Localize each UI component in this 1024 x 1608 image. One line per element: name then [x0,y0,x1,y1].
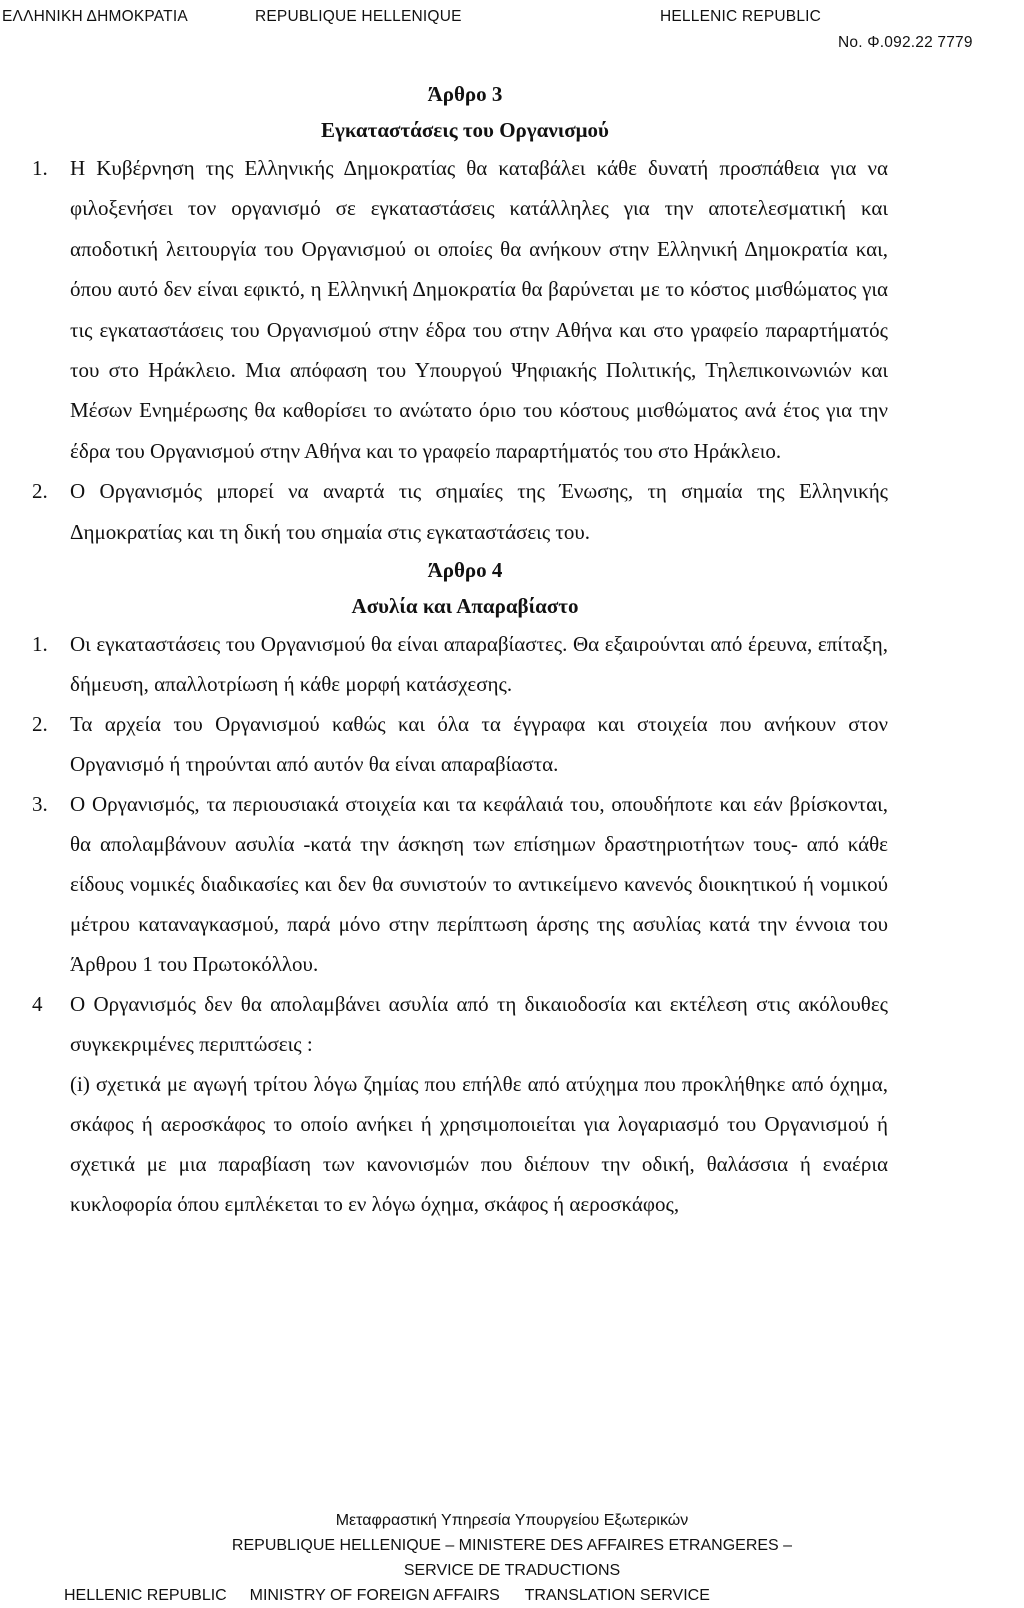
article-3-paragraph-1 [32,148,888,471]
document-body [32,76,888,1224]
paragraph-number: 3. [32,792,48,817]
footer-english-ministry: MINISTRY OF FOREIGN AFFAIRS [249,1587,500,1604]
article-3-subtitle: Εγκαταστάσεις του Οργανισμού [321,118,609,142]
footer-line-greek: Μεταφραστική Υπηρεσία Υπουργείου Εξωτερικών [335,1512,689,1529]
footer-line-french-service: SERVICE DE TRADUCTIONS [403,1562,621,1579]
footer-line-english [0,1583,1024,1608]
paragraph-number: 1. [32,632,48,657]
document-number: No. Φ.092.22 7779 [838,34,973,51]
paragraph-text: Τα αρχεία του Οργανισμού καθώς και όλα τα έγγραφα και στοιχεία που ανήκουν στον Οργανισμό ή τηρούνται από αυτόν θα είναι απαραβίαστα. [70,712,888,777]
article-3-title: Άρθρο 3 [427,82,503,106]
header-french-state: REPUBLIQUE HELLENIQUE [255,8,462,25]
footer-english-state: HELLENIC REPUBLIC [64,1587,227,1604]
article-4-paragraph-3 [32,784,888,984]
article-3-paragraph-2 [32,471,888,552]
paragraph-subitem: (i) σχετικά με αγωγή τρίτου λόγω ζημίας που επήλθε από ατύχημα που προκλήθηκε από όχημα, σκάφος ή αεροσκάφος το οποίο ανήκει ή χρησιμοποιείται για λογαριασμό του Οργανισμού ή σχετικά με μια παραβίαση των κανονισμών που διέπουν την οδική, θαλάσσια ή εναέρια κυκλοφορία όπου εμπλέκεται το εν λόγω όχημα, σκάφος ή αεροσκάφος, [70,1072,888,1217]
paragraph-number: 4 [32,992,43,1017]
article-4-paragraph-1 [32,624,888,704]
paragraph-number: 1. [32,156,48,180]
article-4-paragraph-4 [32,984,888,1224]
article-4-paragraph-2 [32,704,888,784]
paragraph-text: Οι εγκαταστάσεις του Οργανισμού θα είναι απαραβίαστες. Θα εξαιρούνται από έρευνα, επίταξη, δήμευση, απαλλοτρίωση ή κάθε μορφή κατάσχεσης. [70,632,888,697]
translation-service-footer [0,1508,1024,1608]
paragraph-number: 2. [32,479,48,504]
footer-line-french: REPUBLIQUE HELLENIQUE – MINISTERE DES AFFAIRES ETRANGERES – [231,1537,793,1554]
paragraph-text: Ο Οργανισμός δεν θα απολαμβάνει ασυλία από τη δικαιοδοσία και εκτέλεση στις ακόλουθες συγκεκριμένες περιπτώσεις : [70,992,888,1057]
header-english-state: HELLENIC REPUBLIC [660,8,822,25]
paragraph-text: Η Κυβέρνηση της Ελληνικής Δημοκρατίας θα καταβάλει κάθε δυνατή προσπάθεια για να φιλοξενήσει τον οργανισμό σε εγκαταστάσεις κατάλληλες για την αποτελεσματική και αποδοτική λειτουργία του Οργανισμού οι οποίες θα ανήκουν στην Ελληνική Δημοκρατία και, όπου αυτό δεν είναι εφικτό, η Ελληνική Δημοκρατία θα βαρύνεται με το κόστος μισθώματος για τις εγκαταστάσεις του Οργανισμού στην έδρα του στην Αθήνα και στο γραφείο παραρτήματός του στο Ηράκλειο. Μια απόφαση του Υπουργού Ψηφιακής Πολιτικής, Τηλεπικοινωνιών και Μέσων Ενημέρωσης θα καθορίσει το ανώτατο όριο του κόστους μισθώματος ανά έτος για την έδρα του Οργανισμού στην Αθήνα και το γραφείο παραρτήματός του στο Ηράκλειο. [70,156,888,463]
article-4-subtitle: Ασυλία και Απαραβίαστο [351,594,579,619]
article-4-title: Άρθρο 4 [427,558,503,583]
paragraph-text: Ο Οργανισμός, τα περιουσιακά στοιχεία και τα κεφάλαιά του, οπουδήποτε και εάν βρίσκονται, θα απολαμβάνουν ασυλία -κατά την άσκηση των επίσημων δραστηριοτήτων τους- από κάθε είδους νομικές διαδικασίες και δεν θα συνιστούν το αντικείμενο κανενός διοικητικού ή νομικού μέτρου καταναγκασμού, παρά μόνο στην περίπτωση άρσης της ασυλίας κατά την έννοια του Άρθρου 1 του Πρωτοκόλλου. [70,792,888,977]
footer-english-service: TRANSLATION SERVICE [524,1587,710,1604]
header-greek-state: ΕΛΛΗΝΙΚΗ ΔΗΜΟΚΡΑΤΙΑ [2,8,188,25]
paragraph-number: 2. [32,712,48,737]
paragraph-text: Ο Οργανισμός μπορεί να αναρτά τις σημαίες της Ένωσης, τη σημαία της Ελληνικής Δημοκρατίας και τη δική του σημαία στις εγκαταστάσεις του. [70,479,888,544]
